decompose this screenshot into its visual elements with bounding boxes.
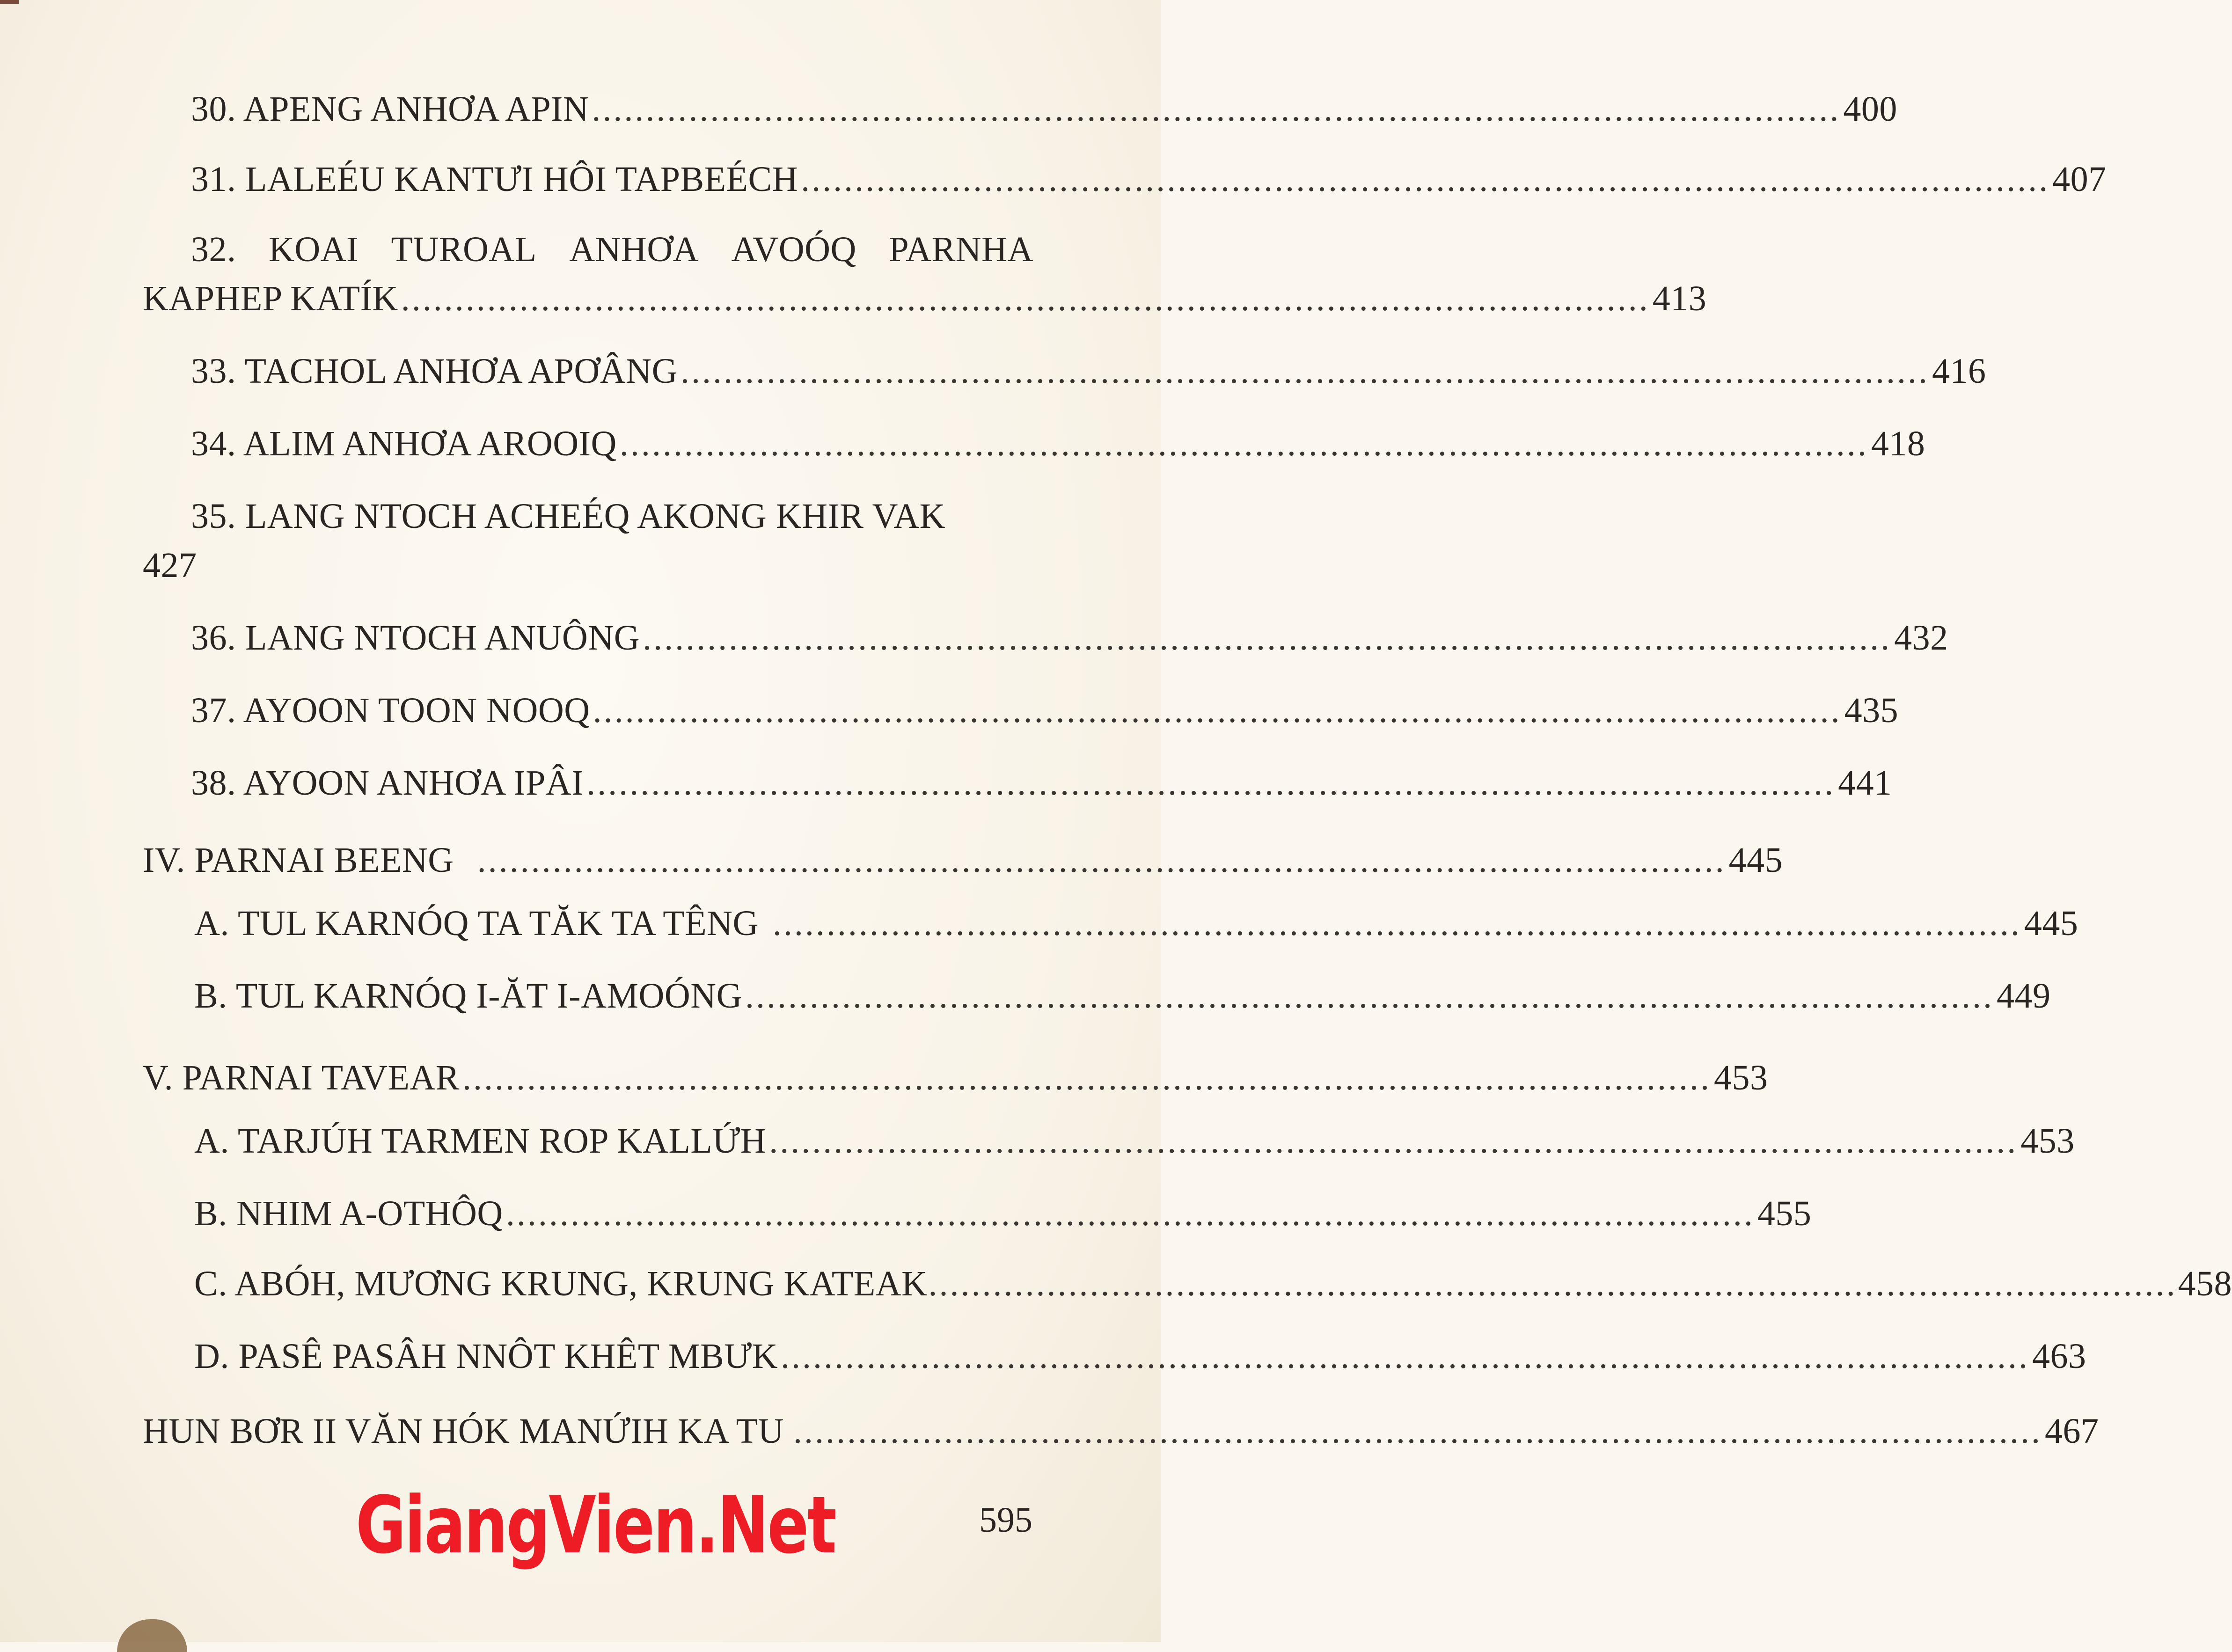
dot-leader: .................................................................................................................... <box>401 279 1650 318</box>
toc-entry-first-line[interactable] <box>191 232 1033 267</box>
dot-leader: .................................................................................................................... <box>772 904 2021 943</box>
toc-entry-page: 435 <box>1844 691 1899 730</box>
toc-entry-page: 418 <box>1871 424 1925 463</box>
toc-section-page: 453 <box>1713 1058 1768 1097</box>
toc-entry[interactable] <box>191 160 2107 199</box>
toc-entry-page: 453 <box>2020 1121 2075 1161</box>
toc-word: ANHƠA <box>569 230 699 269</box>
toc-entry-page: 413 <box>1652 279 1707 318</box>
dot-leader: .................................................................................................................... <box>745 976 1994 1016</box>
toc-word: PARNHA <box>889 230 1033 269</box>
dot-leader: .................................................................................................................... <box>680 351 1929 391</box>
toc-entry[interactable] <box>191 691 1899 730</box>
toc-entry-page: 445 <box>2024 904 2078 943</box>
dot-leader: .................................................................................................................... <box>769 1121 2018 1161</box>
toc-section[interactable] <box>143 841 1783 880</box>
toc-entry-page: 416 <box>1932 351 1986 391</box>
toc-entry-title: KAPHEP KATÍK <box>143 279 398 318</box>
toc-entry-title[interactable]: 35. LANG NTOCH ACHEÉQ AKONG KHIR VAK <box>191 497 945 536</box>
dot-leader: .................................................................................................................... <box>801 160 2050 199</box>
toc-word: KOAI <box>269 230 359 269</box>
toc-entry-title: 34. ALIM ANHƠA AROOIQ <box>191 424 617 463</box>
toc-entry-title: D. PASÊ PASÂH NNÔT KHÊT MBƯK <box>194 1337 778 1376</box>
toc-entry[interactable] <box>191 424 1925 463</box>
toc-entry[interactable] <box>191 351 1986 391</box>
toc-entry-title: B. NHIM A-OTHÔQ <box>194 1194 503 1233</box>
dot-leader: .................................................................................................................... <box>592 89 1841 129</box>
toc-entry[interactable] <box>194 976 2051 1016</box>
dot-leader: .................................................................................................................... <box>928 1264 2177 1303</box>
dot-leader: .................................................................................................................... <box>505 1194 1755 1233</box>
toc-entry-page: 449 <box>1997 976 2051 1016</box>
toc-entry[interactable] <box>194 904 2078 943</box>
toc-entry-title: B. TUL KARNÓQ I-ĂT I-AMOÓNG <box>194 976 743 1016</box>
toc-entry-title: 30. APENG ANHƠA APIN <box>191 89 589 129</box>
page-number: 595 <box>979 1500 1032 1540</box>
toc-word: AVOÓQ <box>731 230 856 269</box>
toc-entry-page: 441 <box>1838 763 1892 803</box>
dot-leader: .................................................................................................................... <box>781 1337 2030 1376</box>
toc-entry-page: 458 <box>2178 1264 2232 1303</box>
toc-entry-title: 31. LALEÉU KANTƯI HÔI TAPBEÉCH <box>191 160 798 199</box>
toc-section-title: IV. PARNAI BEENG <box>143 841 454 880</box>
toc-entry[interactable] <box>194 1121 2075 1161</box>
toc-entry[interactable] <box>194 1337 2086 1376</box>
toc-entry-title: A. TUL KARNÓQ TA TĂK TA TÊNG <box>194 904 759 943</box>
toc-section-page: 445 <box>1728 841 1783 880</box>
toc-entry[interactable] <box>191 763 1892 803</box>
dot-leader: .................................................................................................................... <box>593 691 1842 730</box>
toc-section[interactable] <box>143 1411 2099 1451</box>
toc-entry-page: 455 <box>1757 1194 1812 1233</box>
toc-entry-page: 427 <box>143 546 197 585</box>
dot-leader: .................................................................................................................... <box>793 1411 2042 1451</box>
dot-leader: .................................................................................................................... <box>462 1058 1711 1097</box>
toc-entry-page: 407 <box>2052 160 2107 199</box>
toc-entry-title: 33. TACHOL ANHƠA APƠÂNG <box>191 351 678 391</box>
toc-section-title: V. PARNAI TAVEAR <box>143 1058 460 1097</box>
toc-entry-title: 38. AYOON ANHƠA IPÂI <box>191 763 584 803</box>
dot-leader: .................................................................................................................... <box>586 763 1836 803</box>
toc-section-title: HUN BƠR II VĂN HÓK MANỨIH KA TU <box>143 1411 784 1451</box>
toc-entry-page: 463 <box>2032 1337 2086 1376</box>
toc-entry-title: 37. AYOON TOON NOOQ <box>191 691 590 730</box>
toc-word: 32. <box>191 230 236 269</box>
toc-section[interactable] <box>143 1058 1768 1097</box>
dot-leader: .................................................................................................................... <box>477 841 1726 880</box>
toc-word: TUROAL <box>391 230 537 269</box>
watermark-logo: GiangVien.Net <box>356 1479 835 1571</box>
toc-entry-title: A. TARJÚH TARMEN ROP KALLỨH <box>194 1121 767 1161</box>
dot-leader: .................................................................................................................... <box>619 424 1868 463</box>
toc-entry-title: C. ABÓH, MƯƠNG KRUNG, KRUNG KATEAK <box>194 1264 928 1303</box>
toc-section-page: 467 <box>2045 1411 2099 1451</box>
toc-entry-title: 36. LANG NTOCH ANUÔNG <box>191 618 640 658</box>
dot-leader: .................................................................................................................... <box>643 618 1892 658</box>
toc-entry[interactable] <box>194 1194 1812 1233</box>
toc-entry[interactable] <box>191 89 1897 129</box>
toc-entry[interactable] <box>194 1264 2232 1303</box>
toc-entry-page: 432 <box>1894 618 1948 658</box>
toc-entry[interactable] <box>143 279 1707 318</box>
toc-entry[interactable] <box>191 618 1948 658</box>
toc-entry-page: 400 <box>1843 89 1897 129</box>
